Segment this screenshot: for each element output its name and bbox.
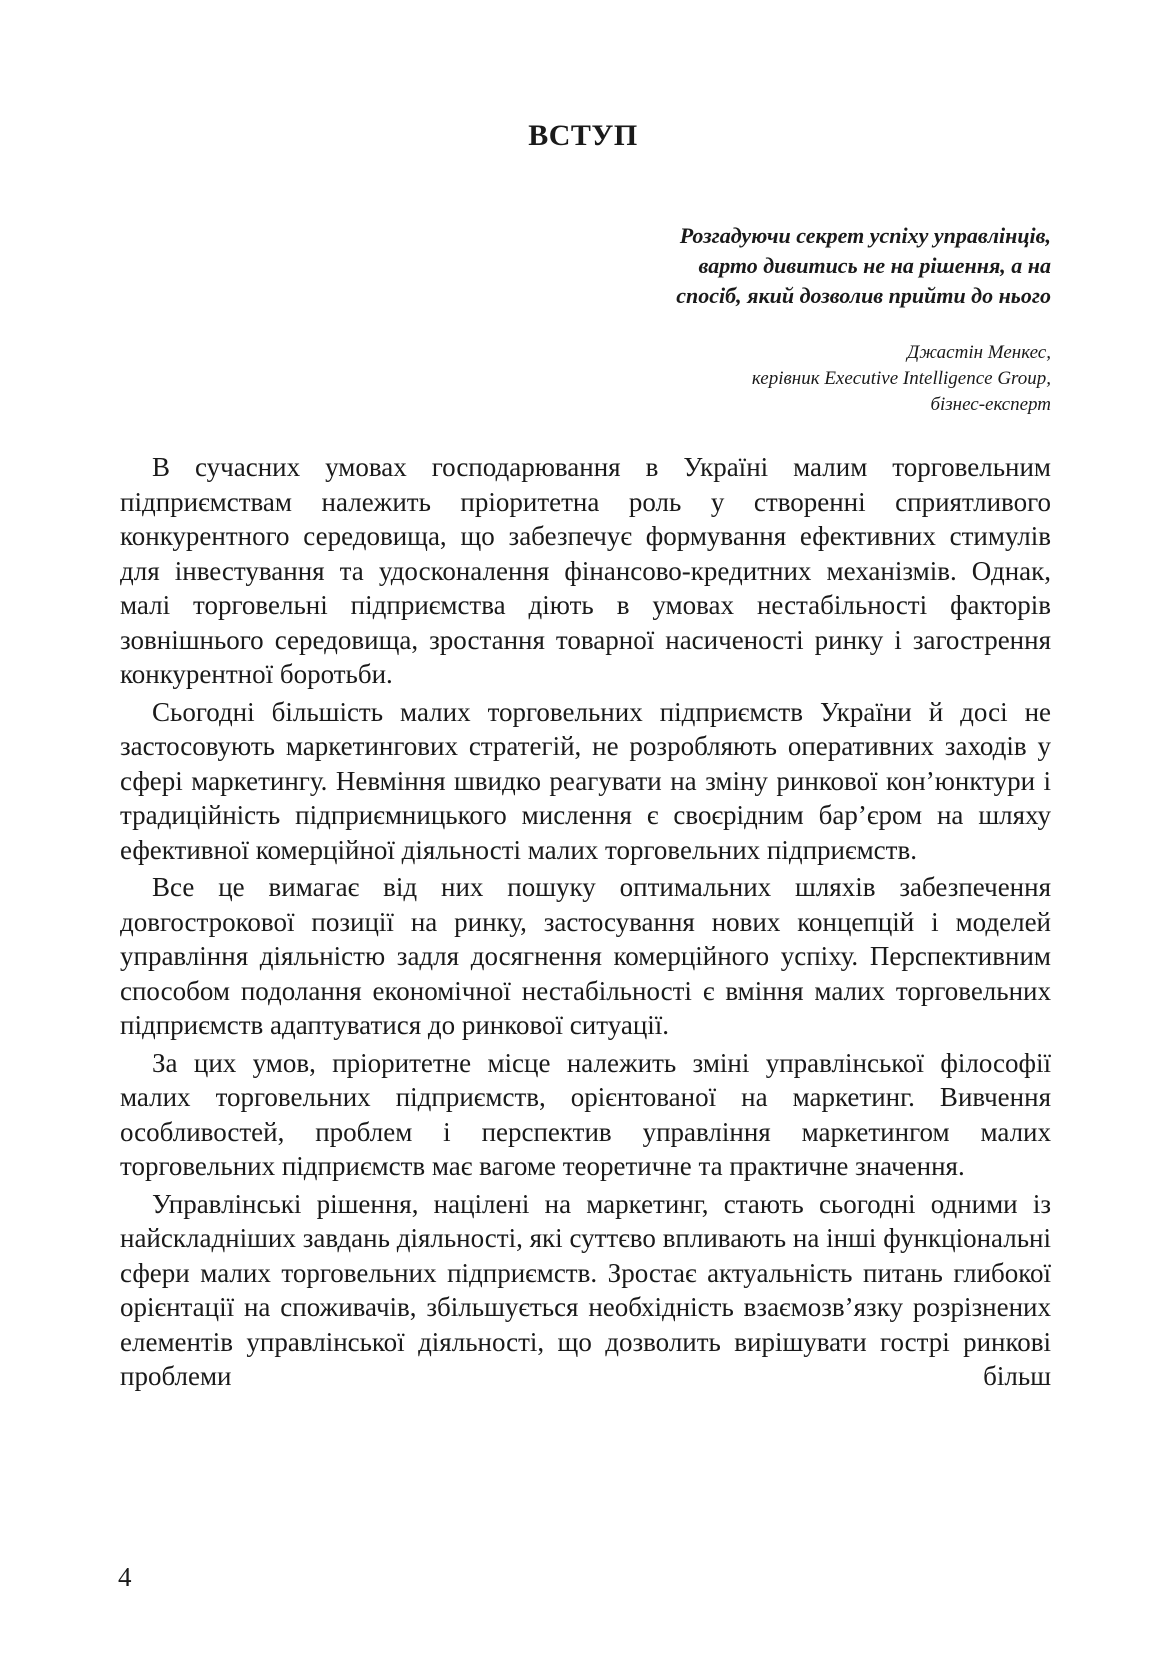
body-text xyxy=(120,450,1051,1397)
paragraph: Сьогодні більшість малих торговельних підприємств України й досі не застосовують маркетингових стратегій, не розробляють оперативних заходів у сфері маркетингу. Невміння швидко реагувати на зміну ринкової кон’юнктури і традиційність підприємницького мислення є своєрідним бар’єром на шляху ефективної комерційної діяльності малих торговельних підприємств. xyxy=(120,696,1051,865)
attribution-title: бізнес-експерт xyxy=(930,394,1051,415)
paragraph: Все це вимагає від них пошуку оптимальних шляхів забезпечення довгострокової позиції на ринку, застосування нових концепцій і моделей управління діяльністю задля досягнення комерційного успіху. Перспективним способом подолання економічної нестабільності є вміння малих торговельних підприємств адаптуватися до ринкової ситуації. xyxy=(120,872,1051,1040)
epigraph-line: варто дивитись не на рішення, а на xyxy=(698,253,1051,278)
epigraph-attribution xyxy=(752,340,1051,418)
page-number: 4 xyxy=(118,1562,132,1592)
epigraph-quote xyxy=(676,221,1051,311)
epigraph-line: Розгадуючи секрет успіху управлінців, xyxy=(679,223,1051,248)
epigraph-line: спосіб, який дозволив прийти до нього xyxy=(676,283,1051,308)
paragraph: Управлінські рішення, націлені на маркетинг, стають сьогодні одними із найскладніших завдань діяльності, які суттєво впливають на інші функціональні сфери малих торговельних підприємств. Зростає актуальність питань глибокої орієнтації на споживачів, збільшується необхідність взаємозв’язку розрізнених елементів управлінської діяльності, що дозволить вирішувати гострі ринкові проблеми більш xyxy=(120,1188,1051,1391)
paragraph: За цих умов, пріоритетне місце належить зміні управлінської філософії малих торговельних підприємств, орієнтованої на маркетинг. Вивчення особливостей, проблем і перспектив управління маркетингом малих торговельних підприємств має вагоме теоретичне та практичне значення. xyxy=(120,1047,1051,1181)
paragraph: В сучасних умовах господарювання в Україні малим торговельним підприємствам належить пріоритетна роль у створенні сприятливого конкурентного середовища, що забезпечує формування ефективних стимулів для інвестування та удосконалення фінансово-кредитних механізмів. Однак, малі торговельні підприємства діють в умовах нестабільності факторів зовнішнього середовища, зростання товарної насиченості ринку і загострення конкурентної боротьби. xyxy=(120,452,1051,689)
page-title: ВСТУП xyxy=(528,119,638,152)
attribution-role: керівник Executive Intelligence Group, xyxy=(751,368,1051,389)
attribution-author: Джастін Менкес, xyxy=(907,342,1051,363)
